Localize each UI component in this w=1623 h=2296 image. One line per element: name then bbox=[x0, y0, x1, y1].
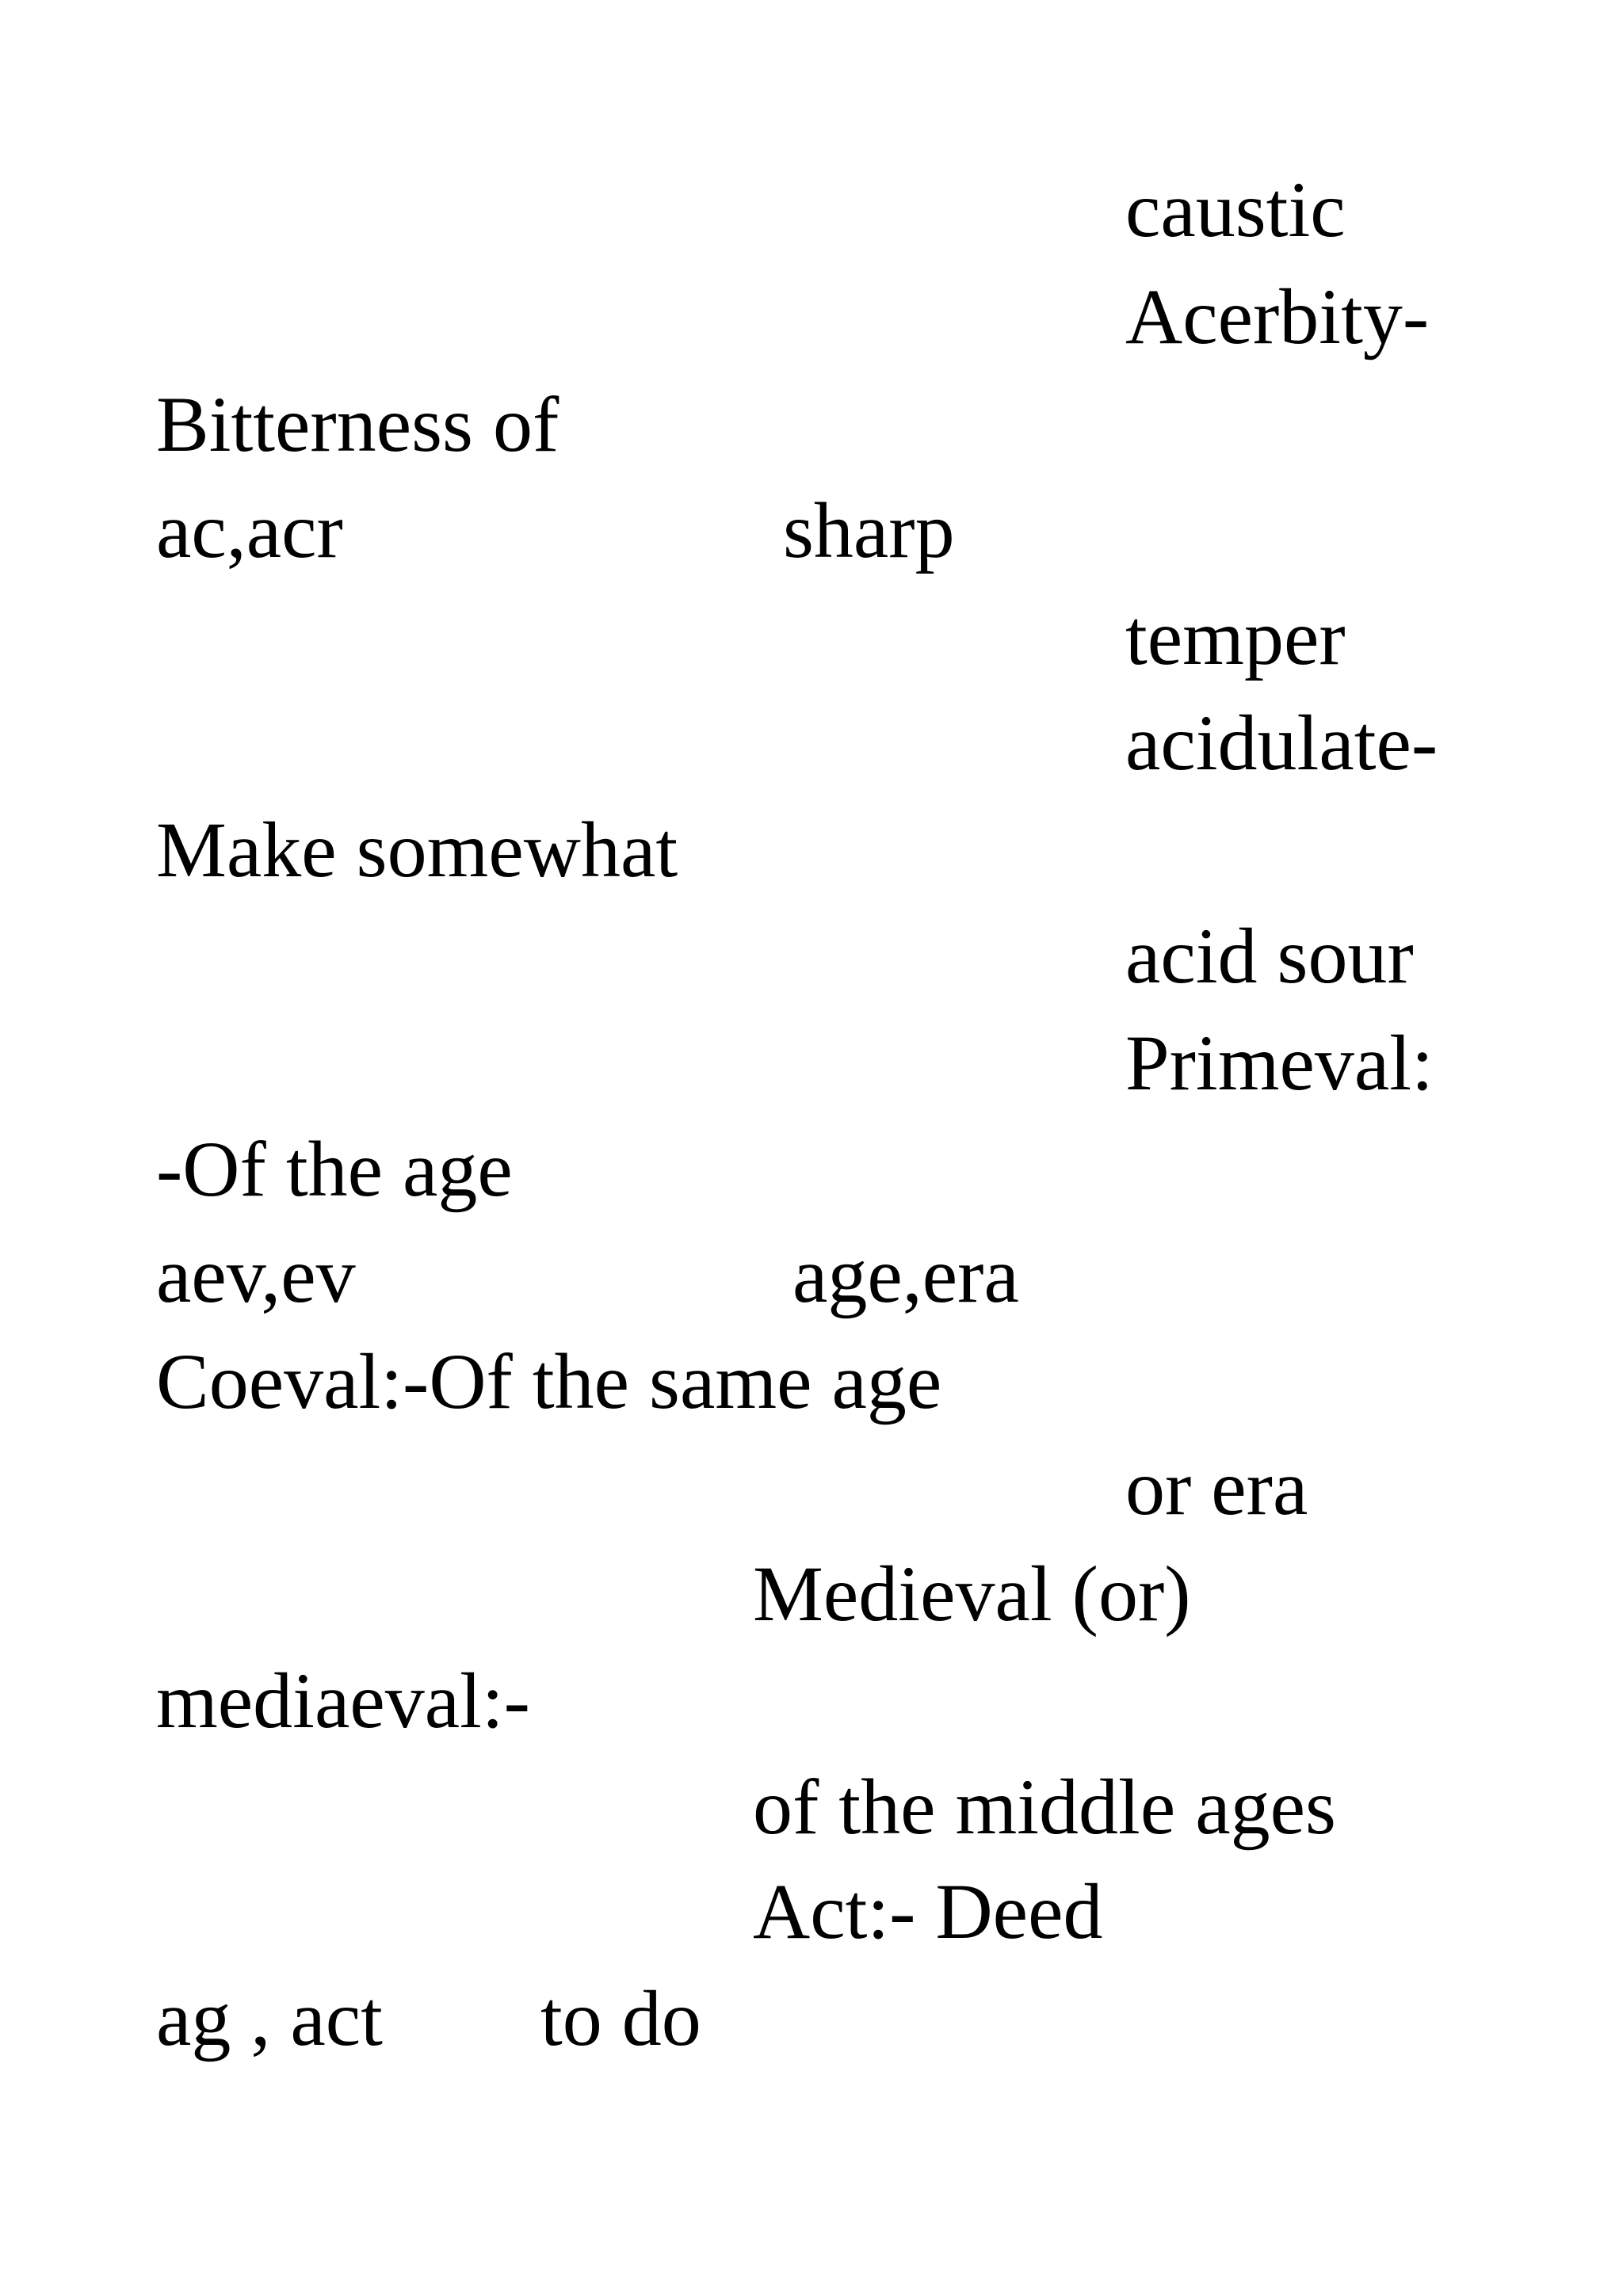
text-line: mediaeval:- bbox=[156, 1657, 530, 1745]
text-line: Primeval: bbox=[1125, 1019, 1434, 1107]
text-line: caustic bbox=[1125, 166, 1346, 254]
text-line: to do bbox=[540, 1974, 701, 2062]
text-line: Bitterness of bbox=[156, 380, 559, 468]
text-line: -Of the age bbox=[156, 1125, 513, 1213]
text-line: ac,acr bbox=[156, 486, 343, 574]
text-line: Act:- Deed bbox=[753, 1867, 1103, 1955]
text-line: age,era bbox=[792, 1231, 1019, 1319]
text-line: temper bbox=[1125, 593, 1346, 681]
text-line: acidulate- bbox=[1125, 699, 1438, 787]
text-line: ag , act bbox=[156, 1974, 383, 2062]
text-line: Acerbity- bbox=[1125, 273, 1430, 360]
text-line: Medieval (or) bbox=[753, 1550, 1191, 1638]
text-line: aev,ev bbox=[156, 1231, 356, 1319]
text-line: or era bbox=[1125, 1444, 1308, 1531]
text-line: sharp bbox=[783, 486, 955, 574]
text-line: Coeval:-Of the same age bbox=[156, 1337, 942, 1425]
text-line: of the middle ages bbox=[753, 1763, 1336, 1851]
text-line: acid sour bbox=[1125, 912, 1414, 1000]
text-line: Make somewhat bbox=[156, 806, 678, 894]
